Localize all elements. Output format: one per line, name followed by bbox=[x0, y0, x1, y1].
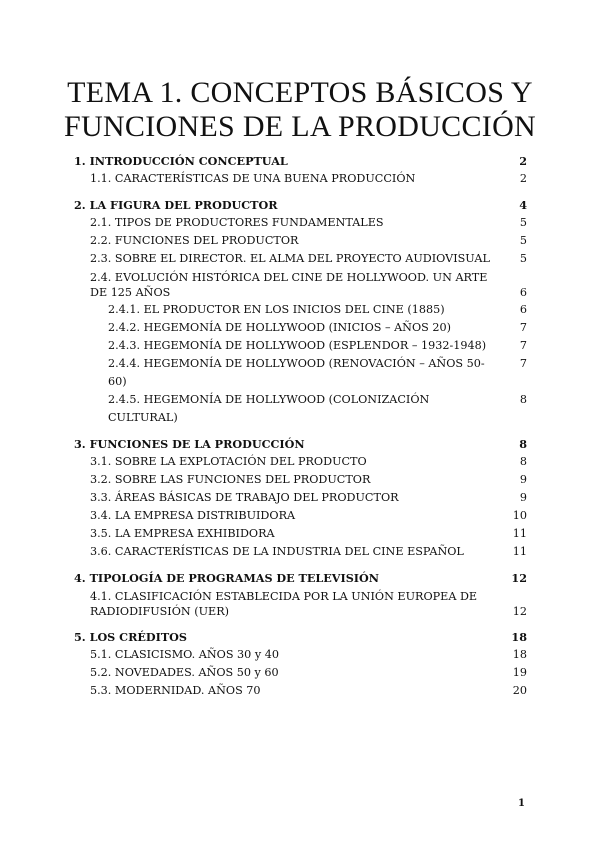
toc-page-number: 11 bbox=[512, 545, 527, 558]
toc-entry[interactable] bbox=[74, 682, 527, 700]
toc-entry-label: 2.1. TIPOS DE PRODUCTORES FUNDAMENTALES bbox=[90, 216, 384, 229]
toc-entry-label: 3.6. CARACTERÍSTICAS DE LA INDUSTRIA DEL CINE ESPAÑOL bbox=[90, 545, 464, 558]
toc-page-number: 12 bbox=[511, 571, 527, 585]
toc-page-number: 20 bbox=[512, 684, 527, 697]
toc-entry-label: 2.2. FUNCIONES DEL PRODUCTOR bbox=[90, 234, 299, 247]
toc-entry-label: 5. LOS CRÉDITOS bbox=[74, 630, 187, 644]
toc-entry-label: 1. INTRODUCCIÓN CONCEPTUAL bbox=[74, 154, 288, 168]
toc-entry[interactable] bbox=[74, 646, 527, 664]
toc-entry[interactable] bbox=[74, 525, 527, 543]
toc-entry-label: 5.1. CLASICISMO. AÑOS 30 y 40 bbox=[90, 648, 279, 661]
toc-entry-label: 2. LA FIGURA DEL PRODUCTOR bbox=[74, 198, 278, 212]
toc-entry-label: 1.1. CARACTERÍSTICAS DE UNA BUENA PRODUCCIÓN bbox=[90, 172, 416, 185]
toc-page-number: 8 bbox=[519, 437, 527, 451]
toc-entry-label: 5.2. NOVEDADES. AÑOS 50 y 60 bbox=[90, 666, 279, 679]
toc-entry-label: 3.1. SOBRE LA EXPLOTACIÓN DEL PRODUCTO bbox=[90, 455, 367, 468]
toc-entry-label: 2.4.3. HEGEMONÍA DE HOLLYWOOD (ESPLENDOR – 1932-1948) bbox=[108, 339, 487, 352]
toc-subentry[interactable] bbox=[74, 337, 527, 355]
toc-page-number: 2 bbox=[519, 154, 527, 168]
toc-page-number: 9 bbox=[519, 473, 527, 486]
toc-entry-label: 3.2. SOBRE LAS FUNCIONES DEL PRODUCTOR bbox=[90, 473, 371, 486]
title-line-2: FUNCIONES DE LA PRODUCCIÓN bbox=[63, 110, 536, 143]
toc-page-number: 9 bbox=[519, 491, 527, 504]
toc-entry-label: 2.4.4. HEGEMONÍA DE HOLLYWOOD (RENOVACIÓN – AÑOS 50-60) bbox=[108, 357, 485, 388]
toc-page-number: 7 bbox=[519, 321, 527, 334]
toc-entry-label: 2.3. SOBRE EL DIRECTOR. EL ALMA DEL PROYECTO AUDIOVISUAL bbox=[90, 252, 490, 265]
toc-section bbox=[74, 628, 527, 700]
toc-section bbox=[74, 196, 527, 427]
page-number: 1 bbox=[518, 798, 525, 809]
toc-entry[interactable] bbox=[74, 232, 527, 250]
toc-page-number: 5 bbox=[519, 216, 527, 229]
toc-page-number: 5 bbox=[519, 234, 527, 247]
toc-page-number: 18 bbox=[511, 630, 527, 644]
toc-entry[interactable] bbox=[74, 471, 527, 489]
toc-section bbox=[74, 569, 527, 620]
toc-entry[interactable] bbox=[74, 250, 527, 268]
toc-entry-label: 4.1. CLASIFICACIÓN ESTABLECIDA POR LA UNIÓN EUROPEA DE RADIODIFUSIÓN (UER) bbox=[90, 590, 478, 618]
title-line-1: TEMA 1. CONCEPTOS BÁSICOS Y bbox=[67, 76, 533, 109]
toc-page-number: 8 bbox=[519, 455, 527, 468]
toc-entry[interactable] bbox=[74, 214, 527, 232]
toc-subentry[interactable] bbox=[74, 301, 527, 319]
toc-entry-label: 2.4.1. EL PRODUCTOR EN LOS INICIOS DEL CINE (1885) bbox=[108, 303, 445, 316]
toc-entry-label: 3. FUNCIONES DE LA PRODUCCIÓN bbox=[74, 437, 305, 451]
toc-page-number: 12 bbox=[512, 605, 527, 618]
toc-section-heading[interactable] bbox=[74, 435, 527, 453]
table-of-contents bbox=[74, 152, 527, 708]
toc-page-number: 18 bbox=[512, 648, 527, 661]
toc-subentry[interactable] bbox=[74, 319, 527, 337]
toc-page-number: 7 bbox=[519, 357, 527, 370]
toc-section-heading[interactable] bbox=[74, 569, 527, 587]
toc-entry-label: 3.5. LA EMPRESA EXHIBIDORA bbox=[90, 527, 275, 540]
toc-entry-label: 5.3. MODERNIDAD. AÑOS 70 bbox=[90, 684, 261, 697]
toc-page-number: 8 bbox=[519, 393, 527, 406]
toc-entry-label: 3.3. ÁREAS BÁSICAS DE TRABAJO DEL PRODUCTOR bbox=[90, 491, 399, 504]
toc-entry-label: 3.4. LA EMPRESA DISTRIBUIDORA bbox=[90, 509, 296, 522]
toc-entry-label: 2.4.5. HEGEMONÍA DE HOLLYWOOD (COLONIZACIÓN CULTURAL) bbox=[108, 393, 430, 424]
toc-page-number: 2 bbox=[519, 172, 527, 185]
toc-entry[interactable] bbox=[74, 453, 527, 471]
toc-section bbox=[74, 152, 527, 188]
toc-section bbox=[74, 435, 527, 561]
toc-page-number: 5 bbox=[519, 252, 527, 265]
toc-entry-label: 4. TIPOLOGÍA DE PROGRAMAS DE TELEVISIÓN bbox=[74, 571, 379, 585]
toc-section-heading[interactable] bbox=[74, 628, 527, 646]
toc-entry[interactable] bbox=[74, 507, 527, 525]
toc-page-number: 19 bbox=[512, 666, 527, 679]
toc-entry[interactable] bbox=[74, 543, 527, 561]
toc-page-number: 6 bbox=[519, 303, 527, 316]
toc-page-number: 6 bbox=[519, 286, 527, 299]
toc-entry[interactable] bbox=[74, 268, 527, 301]
toc-page-number: 7 bbox=[519, 339, 527, 352]
document-title bbox=[0, 76, 600, 144]
toc-entry[interactable] bbox=[74, 489, 527, 507]
toc-entry[interactable] bbox=[74, 170, 527, 188]
toc-subentry[interactable] bbox=[74, 391, 527, 427]
toc-page-number: 4 bbox=[519, 198, 527, 212]
toc-page-number: 11 bbox=[512, 527, 527, 540]
toc-entry[interactable] bbox=[74, 587, 527, 620]
toc-entry-label: 2.4.2. HEGEMONÍA DE HOLLYWOOD (INICIOS – AÑOS 20) bbox=[108, 321, 451, 334]
toc-section-heading[interactable] bbox=[74, 196, 527, 214]
toc-section-heading[interactable] bbox=[74, 152, 527, 170]
toc-entry[interactable] bbox=[74, 664, 527, 682]
toc-page-number: 10 bbox=[512, 509, 527, 522]
toc-entry-label: 2.4. EVOLUCIÓN HISTÓRICA DEL CINE DE HOLLYWOOD. UN ARTE DE 125 AÑOS bbox=[90, 271, 488, 299]
toc-subentry[interactable] bbox=[74, 355, 527, 391]
